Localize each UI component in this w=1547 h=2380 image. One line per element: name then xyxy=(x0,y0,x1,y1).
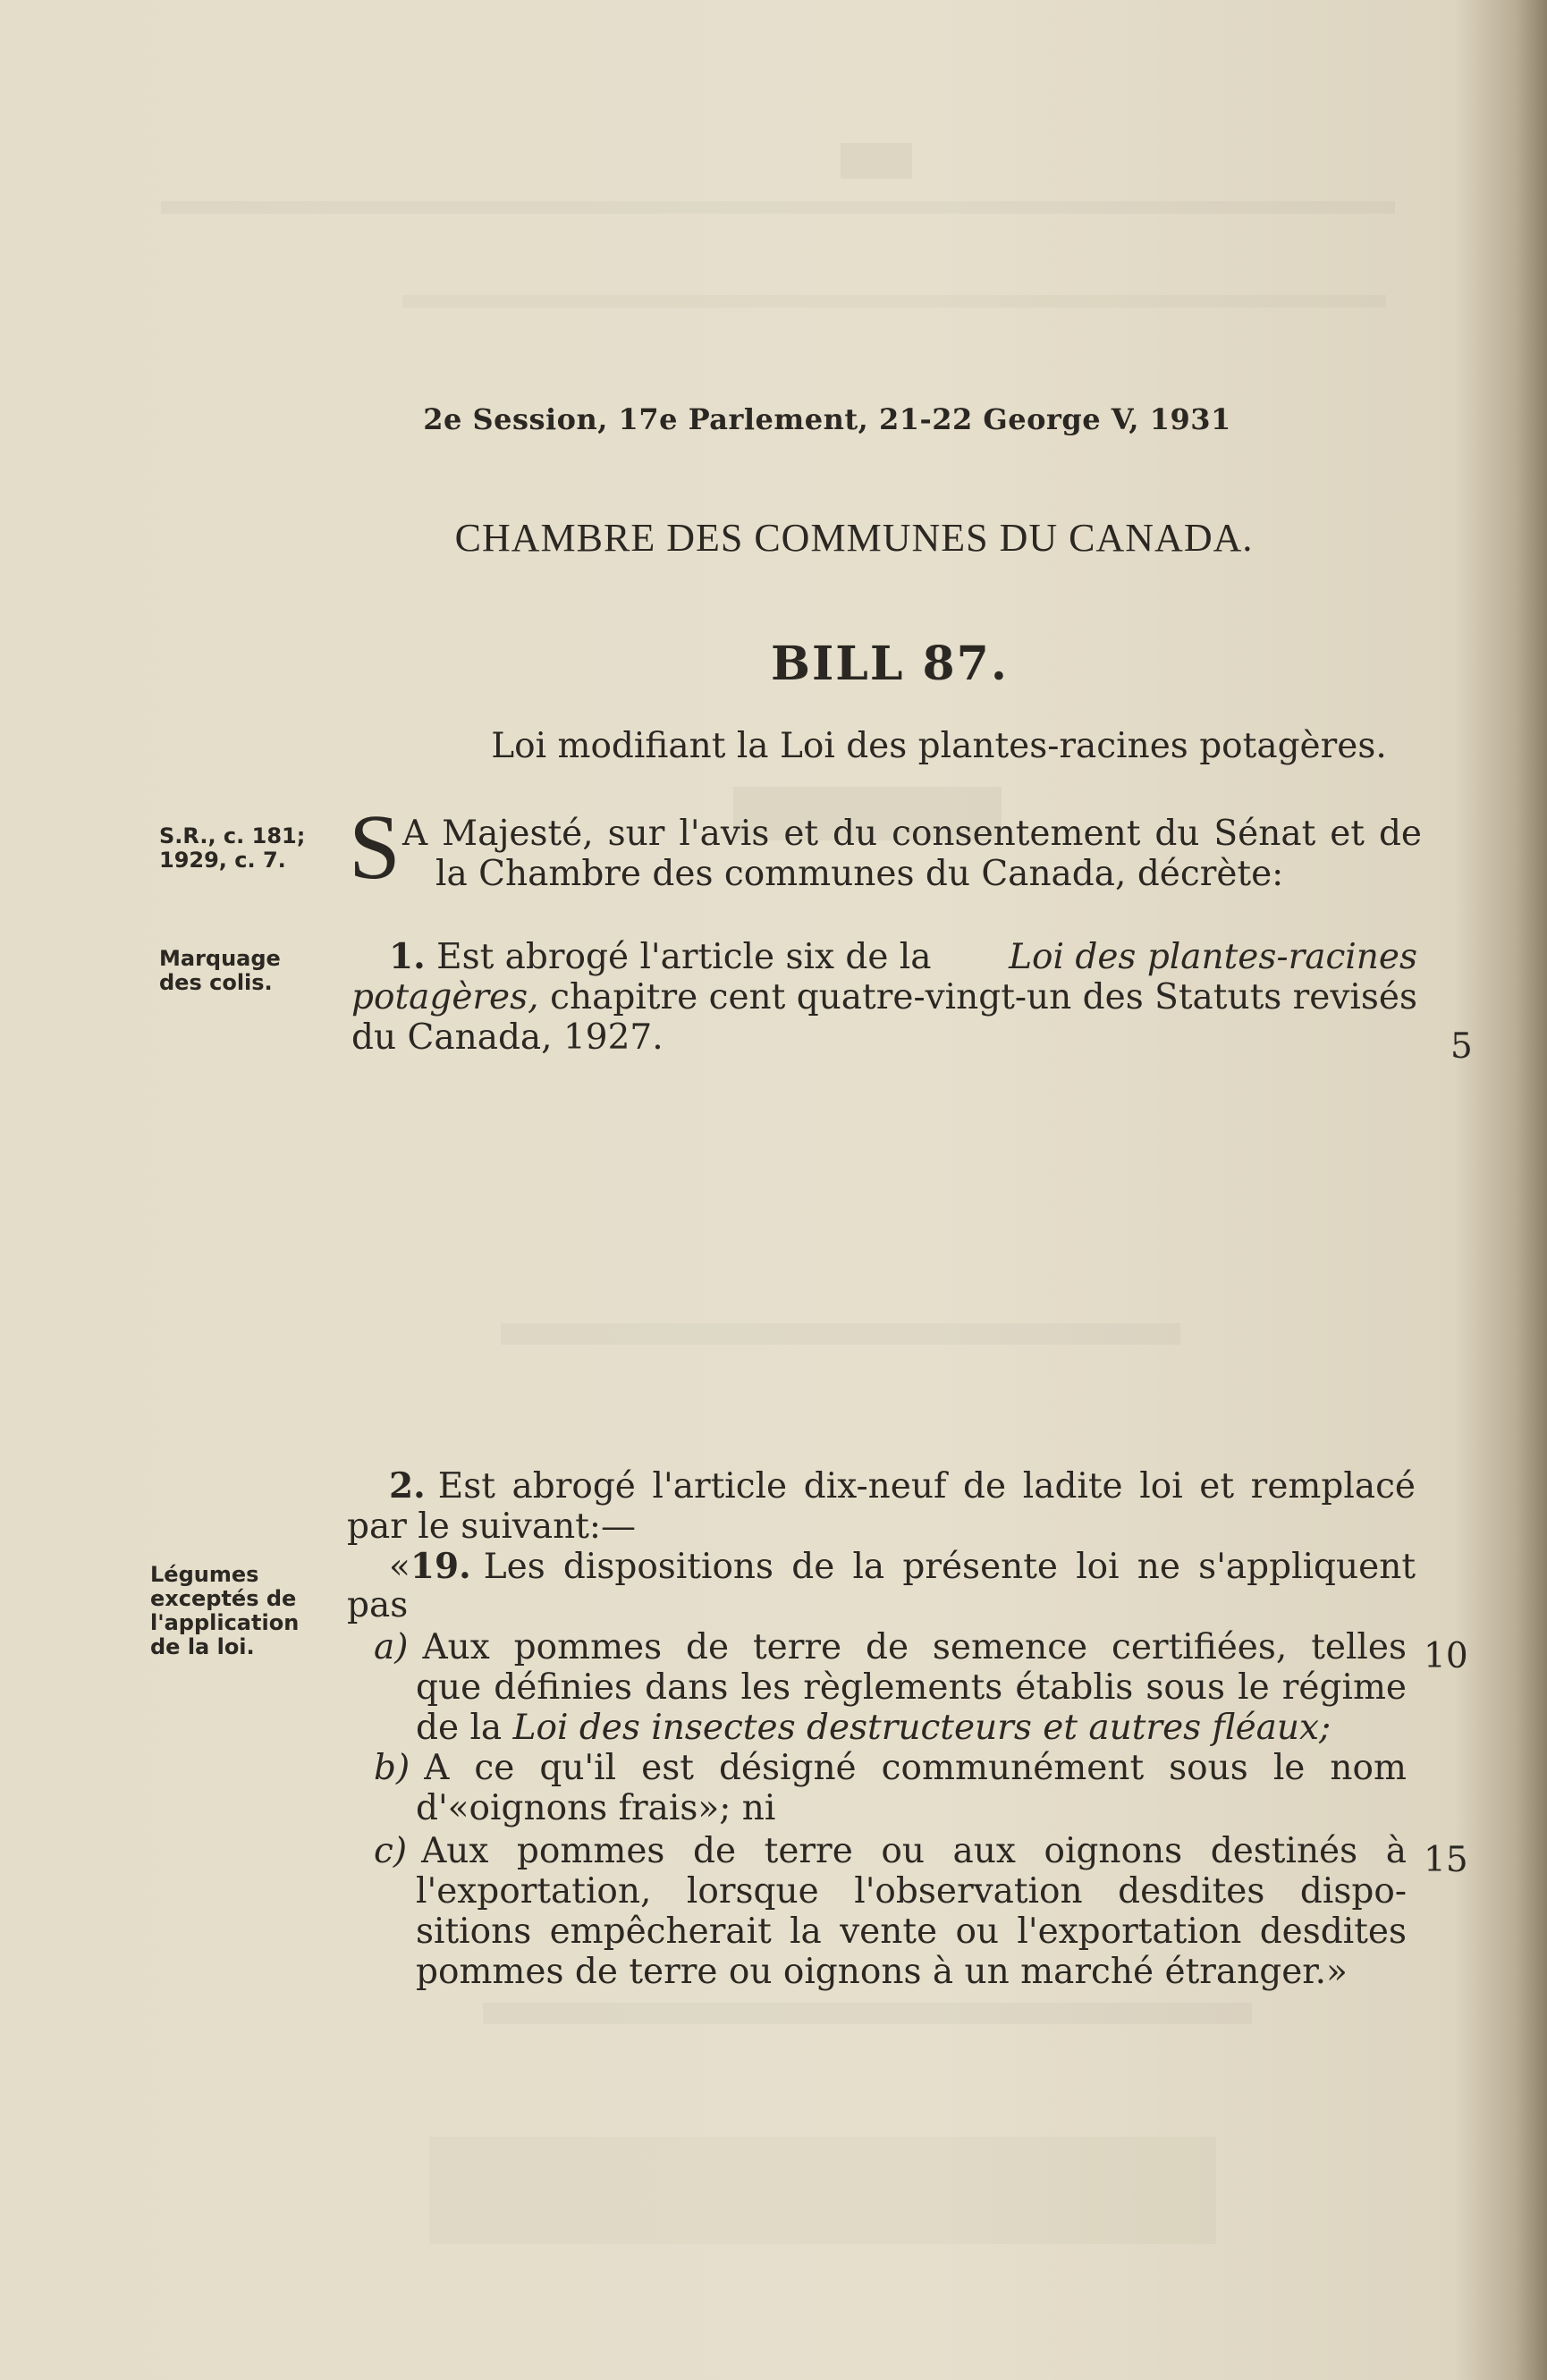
drop-cap-letter: S xyxy=(349,796,401,899)
section-number: 2. xyxy=(389,1465,426,1506)
quote-mark: « xyxy=(389,1547,410,1587)
bleed-through-shadow xyxy=(161,201,1395,214)
act-title-italic: Loi des insectes destructeurs et autres fléaux; xyxy=(512,1708,1331,1748)
paragraph-label: b) xyxy=(374,1748,410,1788)
section-number: 1. xyxy=(389,936,426,977)
subsection-number: 19. xyxy=(410,1546,471,1587)
paragraph-a-line xyxy=(416,1708,1331,1748)
paragraph-label: a) xyxy=(374,1627,409,1667)
section-text: Les dispositions de la présente loi ne s'appliquent xyxy=(483,1547,1416,1587)
paragraph-text: de la xyxy=(416,1708,503,1748)
bleed-through-shadow xyxy=(483,2003,1252,2024)
margin-note-line: l'application xyxy=(150,1610,300,1635)
line-number: 10 xyxy=(1424,1636,1468,1676)
margin-note-line: des colis. xyxy=(159,970,273,995)
paragraph-text: Aux pommes de terre de semence certifiées, telles xyxy=(422,1627,1407,1667)
bill-title: Loi modifiant la Loi des plantes-racines potagères. xyxy=(491,726,1387,766)
section-line xyxy=(389,1466,1416,1506)
margin-note-line: Légumes xyxy=(150,1562,259,1587)
paragraph-b-line: d'«oignons frais»; ni xyxy=(416,1788,776,1828)
section-text: Est abrogé l'article dix-neuf de ladite loi et remplacé xyxy=(437,1466,1416,1506)
preamble-line: la Chambre des communes du Canada, décrète: xyxy=(435,854,1284,894)
paragraph-a-line xyxy=(374,1627,1407,1667)
paragraph-a-line: que définies dans les règlements établis sous le régime xyxy=(416,1667,1407,1708)
paragraph-text: Aux pommes de terre ou aux oignons destinés à xyxy=(421,1831,1407,1871)
section-line xyxy=(351,977,1417,1017)
paragraph-text: A ce qu'il est désigné communément sous le nom xyxy=(424,1748,1407,1788)
bleed-through-shadow xyxy=(501,1323,1180,1345)
section-text: chapitre cent quatre-vingt-un des Statuts revisés xyxy=(550,977,1417,1017)
line-number: 5 xyxy=(1450,1026,1473,1067)
paragraph-c-line: l'exportation, lorsque l'observation desdites dispo- xyxy=(416,1871,1407,1912)
section-line: par le suivant:— xyxy=(347,1506,637,1547)
bleed-through-shadow xyxy=(429,2137,1216,2244)
bleed-through-shadow xyxy=(402,295,1386,308)
paragraph-c-line: pommes de terre ou oignons à un marché étranger.» xyxy=(416,1952,1348,1992)
section-line: pas xyxy=(347,1585,409,1625)
paragraph-c-line xyxy=(374,1831,1407,1871)
margin-note-line: Marquage xyxy=(159,946,281,971)
line-number: 15 xyxy=(1424,1840,1468,1880)
bill-number: BILL 87. xyxy=(771,637,1009,691)
margin-note-line: 1929, c. 7. xyxy=(159,848,286,873)
margin-note-line: exceptés de xyxy=(150,1586,297,1611)
margin-note-legumes xyxy=(150,1563,299,1659)
section-line xyxy=(389,1547,1416,1587)
margin-note-marquage xyxy=(159,947,281,995)
margin-note-citation xyxy=(159,824,305,873)
margin-note-line: de la loi. xyxy=(150,1634,255,1659)
paragraph-c-line: sitions empêcherait la vente ou l'exportation desdites xyxy=(416,1912,1407,1952)
session-line: 2e Session, 17e Parlement, 21-22 George V, 1931 xyxy=(423,402,1231,436)
act-title-italic: Loi des plantes-racines xyxy=(1009,937,1417,977)
chamber-title: CHAMBRE DES COMMUNES DU CANADA. xyxy=(454,516,1254,560)
section-line xyxy=(389,937,1417,977)
section-text: Est abrogé l'article six de la xyxy=(436,937,932,977)
paragraph-b-line xyxy=(374,1748,1407,1788)
preamble-line: A Majesté, sur l'avis et du consentement du Sénat et de xyxy=(402,814,1422,854)
paragraph-label: c) xyxy=(374,1831,408,1871)
section-line: du Canada, 1927. xyxy=(351,1017,664,1058)
margin-note-line: S.R., c. 181; xyxy=(159,823,306,848)
act-title-italic: potagères, xyxy=(351,977,539,1017)
bleed-through-shadow xyxy=(841,143,912,179)
